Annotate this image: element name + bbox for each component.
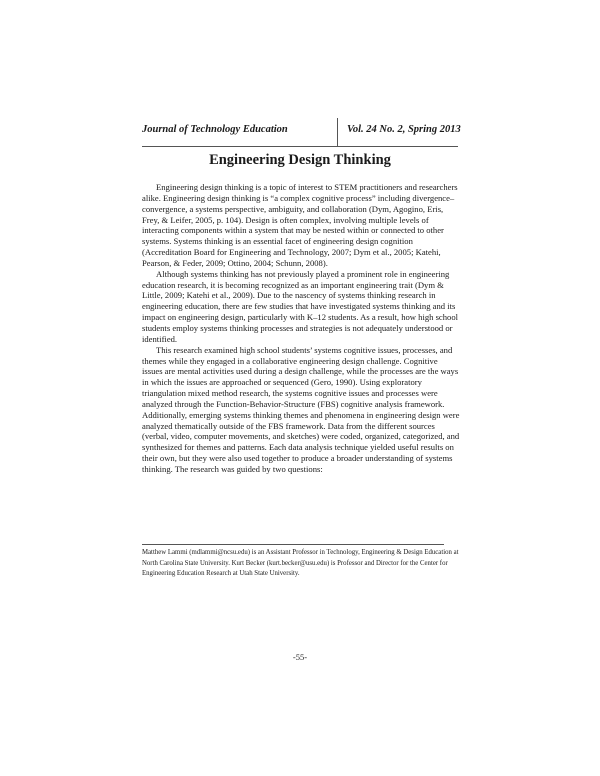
- paragraph: This research examined high school students’ systems cognitive issues, processes, and themes while they engaged in a collaborative engineering design challenge. Cognitive issues are mental activities used during a design challenge, while the processes are the ways in which the issues are approached or sequenced (Gero, 1990). Using exploratory triangulation mixed method research, the systems cognitive issues and processes were analyzed through the Function-Behavior-Structure (FBS) cognitive analysis framework. Additionally, emerging systems thinking themes and phenomena in engineering design were analyzed thematically outside of the FBS framework. Data from the different sources (verbal, video, computer movements, and sketches) were coded, organized, categorized, and synthesized for themes and patterns. Each data analysis technique yielded useful results on their own, but they were also used together to produce a broader understanding of systems thinking. The research was guided by two questions:: [142, 344, 460, 474]
- header-divider: [337, 118, 338, 146]
- author-footnote: Matthew Lammi (mdlammi@ncsu.edu) is an Assistant Professor in Technology, Engineering & Design Education at North Carolina State University. Kurt Becker (kurt.becker@usu.edu) is Professor and Director for the Center for Engineering Education Research at Utah State University.: [142, 549, 459, 577]
- paragraph: Engineering design thinking is a topic of interest to STEM practitioners and researchers alike. Engineering design thinking is “a complex cognitive process” including divergence–convergence, a systems perspective, ambiguity, and collaboration (Dym, Agogino, Eris, Frey, & Leifer, 2005, p. 104). Design is often complex, involving multiple levels of interacting components within a system that may be nested within or connected to other systems. Systems thinking is an essential facet of engineering design cognition (Accreditation Board for Engineering and Technology, 2007; Dym et al., 2005; Katehi, Pearson, & Feder, 2009; Ottino, 2004; Schunn, 2008).: [142, 182, 458, 268]
- footnote-divider: [142, 544, 444, 545]
- volume-info: Vol. 24 No. 2, Spring 2013: [347, 124, 461, 135]
- article-body: [142, 182, 460, 475]
- article-title: Engineering Design Thinking: [209, 152, 391, 168]
- page-number: -55-: [292, 652, 308, 662]
- paragraph: Although systems thinking has not previously played a prominent role in engineering education research, it is becoming recognized as an important engineering trait (Dym & Little, 2009; Katehi et al., 2009). Due to the nascency of systems thinking research in engineering education, there are few studies that have investigated systems thinking and its impact on engineering design, particularly with K–12 students. As a result, how high school students employ systems thinking processes and strategies is not adequately understood or identified.: [142, 268, 459, 344]
- running-header: [142, 118, 461, 147]
- journal-name: Journal of Technology Education: [142, 124, 288, 135]
